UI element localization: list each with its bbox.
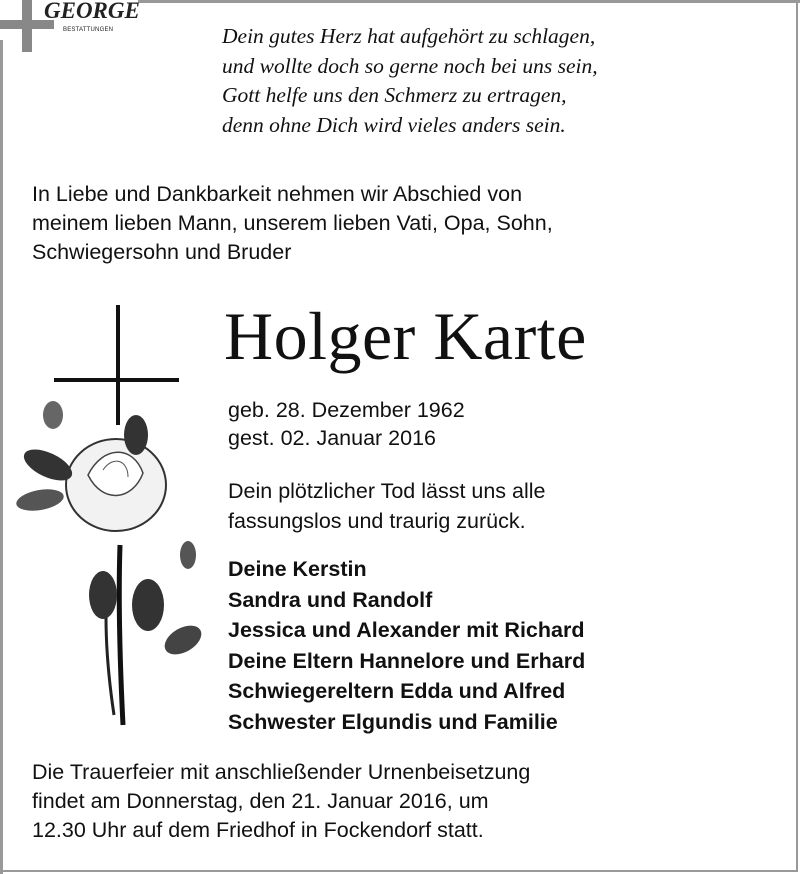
logo-subtitle: BESTATTUNGEN bbox=[63, 27, 114, 33]
intro-line: Schwiegersohn und Bruder bbox=[32, 240, 292, 264]
life-dates bbox=[228, 396, 465, 452]
mourner: Jessica und Alexander mit Richard bbox=[228, 618, 585, 643]
farewell-message bbox=[228, 476, 546, 536]
funeral-home-logo bbox=[0, 0, 140, 60]
service-line: 12.30 Uhr auf dem Friedhof in Fockendorf statt. bbox=[32, 818, 484, 842]
mourners-list bbox=[228, 554, 585, 738]
service-line: findet am Donnerstag, den 21. Januar 2016, um bbox=[32, 789, 489, 813]
deceased-name: Holger Karte bbox=[224, 298, 587, 374]
poem-line: und wollte doch so gerne noch bei uns sein, bbox=[222, 53, 598, 78]
logo-name: GEORGE bbox=[44, 0, 140, 23]
service-line: Die Trauerfeier mit anschließender Urnenbeisetzung bbox=[32, 760, 531, 784]
service-info bbox=[32, 758, 530, 845]
cross-rose-icon bbox=[8, 305, 208, 735]
mourner: Schwester Elgundis und Familie bbox=[228, 709, 558, 734]
poem-line: Dein gutes Herz hat aufgehört zu schlagen, bbox=[222, 24, 596, 48]
death-date: gest. 02. Januar 2016 bbox=[228, 426, 436, 450]
intro-line: meinem lieben Mann, unserem lieben Vati, Opa, Sohn, bbox=[32, 211, 553, 235]
mourner: Sandra und Randolf bbox=[228, 587, 433, 612]
mourner: Deine Eltern Hannelore und Erhard bbox=[228, 648, 586, 673]
mourner: Schwiegereltern Edda und Alfred bbox=[228, 679, 566, 704]
intro-text bbox=[32, 180, 553, 267]
mourner: Deine Kerstin bbox=[228, 557, 367, 581]
poem-line: Gott helfe uns den Schmerz zu ertragen, bbox=[222, 83, 567, 107]
birth-date: geb. 28. Dezember 1962 bbox=[228, 398, 465, 422]
message-line: Dein plötzlicher Tod lässt uns alle bbox=[228, 479, 546, 503]
intro-line: In Liebe und Dankbarkeit nehmen wir Abschied von bbox=[32, 182, 523, 206]
poem bbox=[222, 22, 598, 140]
poem-line: denn ohne Dich wird vieles anders sein. bbox=[222, 112, 566, 137]
cross-and-rose-illustration bbox=[8, 305, 208, 740]
message-line: fassungslos und traurig zurück. bbox=[228, 509, 526, 533]
